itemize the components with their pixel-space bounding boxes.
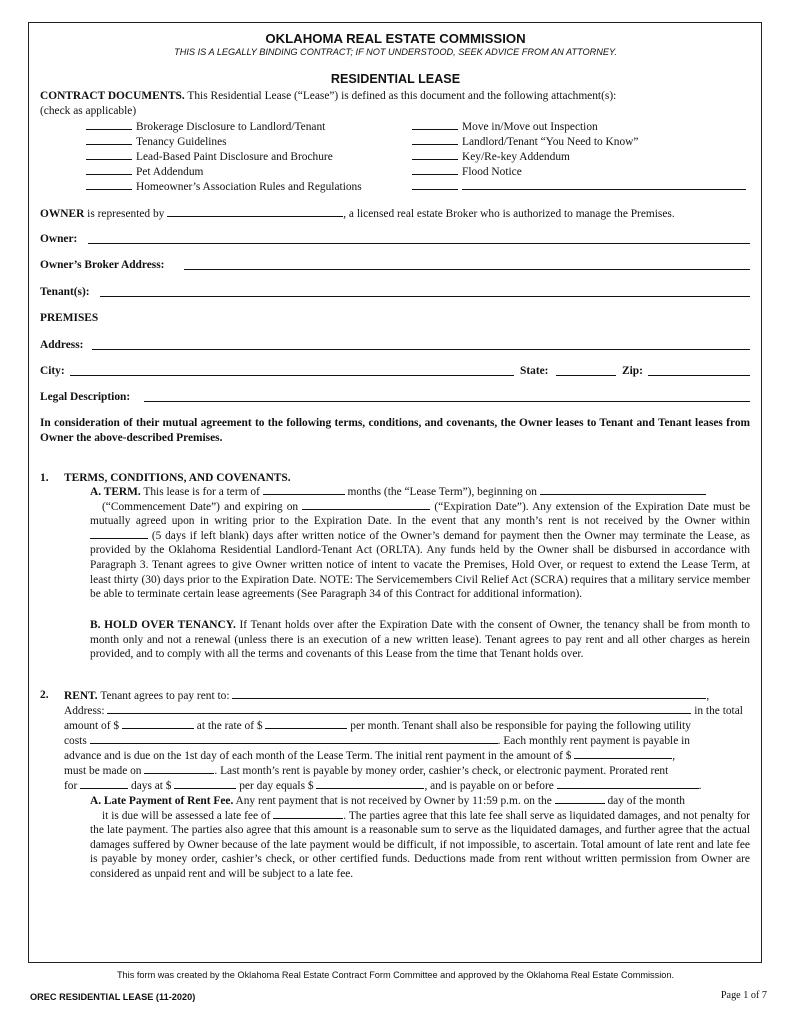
owner-representation: OWNER is represented by , a licensed real estate Broker who is authorized to manage the Premises. (40, 208, 675, 220)
attachment-right-item (412, 134, 638, 149)
broker-address-field[interactable] (184, 269, 750, 270)
late-payment-paragraph: A. Late Payment of Rent Fee. Any rent payment that is not received by Owner by 11:59 p.m. on the day of the month it is due will be assessed a late fee of . The parties agree that this late fee shall serve as liquidated damages, and not penalty for the late payment. The parties also agree that this amount is a reasonable sum to serve as the liquidated damages, and further agree that the actual damages suffered by Owner because of the late payment would be difficult, if not impossible, to ascertain. Total amount of late rent and late fee is payable by money order, cashier’s check, or other certified funds. Deductions made from rent without written permission from Owner are considered as unpaid rent and will be subject to a late fee. (90, 795, 750, 880)
owner-label: Owner: (40, 233, 78, 245)
prorated-total-field[interactable] (316, 778, 424, 789)
notice-days-field[interactable] (90, 529, 148, 539)
rent-line-2: Address: in the total (64, 705, 743, 717)
section-2-number: 2. (40, 689, 49, 701)
attachment-left-item (86, 179, 362, 194)
rent-payee-field[interactable] (232, 688, 706, 699)
attachment-label: Brokerage Disclosure to Landlord/Tenant (136, 121, 326, 133)
document-title: RESIDENTIAL LEASE (330, 72, 461, 86)
section-1-number: 1. (40, 472, 49, 484)
check-note: (check as applicable) (40, 105, 137, 117)
legal-description-field[interactable] (144, 401, 750, 402)
attachment-label: Flood Notice (462, 166, 522, 178)
attachment-checkbox-line[interactable] (412, 149, 458, 160)
contract-documents-intro: CONTRACT DOCUMENTS. This Residential Lease (“Lease”) is defined as this document and the following attachment(s): (40, 90, 617, 102)
attachment-left-item (86, 134, 227, 149)
attachment-label: Move in/Move out Inspection (462, 121, 598, 133)
state-label: State: (520, 365, 549, 377)
initial-rent-field[interactable] (574, 748, 672, 759)
late-day-field[interactable] (555, 794, 605, 804)
attachment-checkbox-line[interactable] (412, 179, 458, 190)
attachment-checkbox-line[interactable] (86, 179, 132, 190)
attachment-label: Homeowner’s Association Rules and Regulations (136, 181, 362, 193)
zip-label: Zip: (622, 365, 643, 377)
zip-field[interactable] (648, 375, 750, 376)
rent-line-7: for days at $ per day equals $ , and is payable on or before . (64, 780, 702, 792)
premises-heading: PREMISES (40, 312, 99, 324)
term-months-field[interactable] (263, 485, 345, 495)
prorated-due-date-field[interactable] (557, 778, 699, 789)
state-field[interactable] (556, 375, 616, 376)
attachment-checkbox-line[interactable] (412, 164, 458, 175)
consideration-clause: In consideration of their mutual agreement to the following terms, conditions, and covenants, the Owner leases to Tenant and Tenant leases from Owner the above-described Premises. (40, 417, 750, 444)
attachment-label: Landlord/Tenant “You Need to Know” (462, 136, 639, 148)
attachment-checkbox-line[interactable] (412, 119, 458, 130)
attachment-right-item (412, 164, 522, 179)
commission-title: OKLAHOMA REAL ESTATE COMMISSION (265, 31, 526, 46)
prorated-days-field[interactable] (80, 778, 128, 789)
attachment-checkbox-line[interactable] (86, 119, 132, 130)
address-label: Address: (40, 339, 84, 351)
address-field[interactable] (92, 349, 750, 350)
footer-note: This form was created by the Oklahoma Real Estate Contract Form Committee and approved by the Oklahoma Real Estate Commission. (116, 970, 675, 980)
attachment-label: Key/Re-key Addendum (462, 151, 570, 163)
attachment-checkbox-line[interactable] (86, 134, 132, 145)
city-label: City: (40, 365, 65, 377)
commencement-date-field[interactable] (540, 485, 706, 495)
attachment-checkbox-line[interactable] (86, 164, 132, 175)
page-number: Page 1 of 7 (720, 990, 767, 1001)
broker-name-field[interactable] (167, 206, 343, 217)
monthly-rate-field[interactable] (265, 718, 347, 729)
utility-costs-field[interactable] (90, 733, 498, 744)
legal-warning: THIS IS A LEGALLY BINDING CONTRACT; IF NOT UNDERSTOOD, SEEK ADVICE FROM AN ATTORNEY. (174, 47, 617, 57)
rent-line-6: must be made on . Last month’s rent is payable by money order, cashier’s check, or electronic payment. Prorated rent (64, 765, 669, 777)
late-fee-field[interactable] (273, 809, 343, 819)
city-field[interactable] (70, 375, 514, 376)
rent-line-1: RENT. Tenant agrees to pay rent to: , (64, 690, 710, 702)
attachment-checkbox-line[interactable] (412, 134, 458, 145)
hold-over-paragraph: B. HOLD OVER TENANCY. If Tenant holds over after the Expiration Date with the consent of Owner, the tenancy shall be from month to month only and not a renewal (unless there is an execution of a new written lease). Tenant agrees to pay rent and all other charges as herein provided, and to comply with all the terms and covenants of this Lease from the time that Tenant holds over. (90, 619, 750, 661)
tenants-label: Tenant(s): (40, 286, 90, 298)
section-1-title: TERMS, CONDITIONS, AND COVENANTS. (64, 472, 291, 484)
owner-field[interactable] (88, 243, 750, 244)
broker-address-label: Owner’s Broker Address: (40, 259, 165, 271)
attachment-label: Lead-Based Paint Disclosure and Brochure (136, 151, 333, 163)
attachment-left-item (86, 164, 203, 179)
rent-address-field[interactable] (107, 703, 691, 714)
attachment-label: Tenancy Guidelines (136, 136, 227, 148)
form-id: OREC RESIDENTIAL LEASE (11-2020) (30, 992, 196, 1002)
expiration-date-field[interactable] (302, 500, 430, 510)
other-attachment-field[interactable] (462, 179, 746, 190)
rent-line-3: amount of $ at the rate of $ per month. Tenant shall also be responsible for paying the following utility (64, 720, 691, 732)
attachment-right-item (412, 149, 570, 164)
rent-line-4: costs . Each monthly rent payment is payable in (64, 735, 690, 747)
attachment-label: Pet Addendum (136, 166, 204, 178)
term-paragraph: A. TERM. This lease is for a term of months (the “Lease Term”), beginning on (“Commencement Date”) and expiring on (“Expiration Date”). Any extension of the Expiration Date must be mutually agreed upon in writing prior to the Expiration Date. In the event that any month’s rent is not received by the Owner within (5 days if left blank) days after written notice of the Owner’s demand for payment then the Owner may terminate the Lease, as provided by the Oklahoma Residential Landlord-Tenant Act (ORLTA). Any funds held by the Owner shall be disbursed in accordance with Paragraph 3. Tenant agrees to give Owner written notice of intent to vacate the Premises, Hold Over, or request to extend the Lease Term, at least thirty (30) days prior to the Expiration Date. NOTE: The Servicemembers Civil Relief Act (SCRA) requires that a military service member be able to terminate certain lease agreements (See Paragraph 34 of this Contract for additional information). (90, 486, 750, 601)
attachment-right-item (412, 179, 746, 194)
initial-rent-date-field[interactable] (144, 763, 214, 774)
per-day-field[interactable] (174, 778, 236, 789)
attachment-right-item (412, 119, 598, 134)
total-amount-field[interactable] (122, 718, 194, 729)
attachment-checkbox-line[interactable] (86, 149, 132, 160)
rent-line-5: advance and is due on the 1st day of each month of the Lease Term. The initial rent payment in the amount of $ , (64, 750, 676, 762)
tenants-field[interactable] (100, 296, 750, 297)
legal-description-label: Legal Description: (40, 391, 131, 403)
attachment-left-item (86, 119, 325, 134)
attachment-left-item (86, 149, 333, 164)
